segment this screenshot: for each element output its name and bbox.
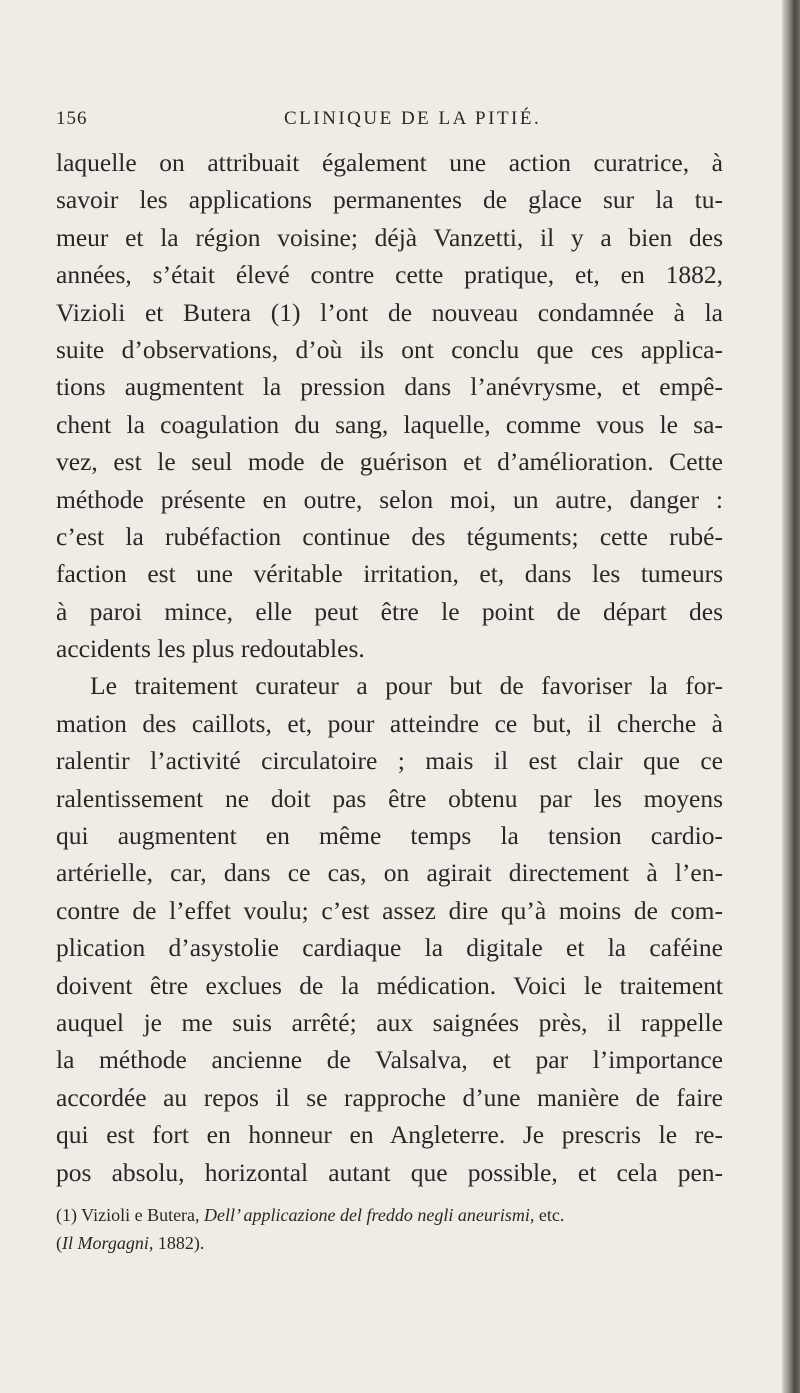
text-line: savoir les applications permanentes de glace sur la tu-: [56, 185, 723, 215]
text-line: méthode présente en outre, selon moi, un autre, danger :: [56, 484, 723, 514]
text-line: plication d’asystolie cardiaque la digitale et la caféine: [56, 933, 723, 963]
text-line: tions augmentent la pression dans l’anévrysme, et empê-: [56, 372, 723, 402]
page-number: 156: [56, 108, 88, 129]
text-line: Vizioli et Butera (1) l’ont de nouveau condamnée à la: [56, 297, 723, 327]
footnote-text: etc.: [534, 1205, 565, 1225]
text-line: c’est la rubéfaction continue des téguments; cette rubé-: [56, 521, 723, 551]
footnote-text: (1) Vizioli e Butera,: [56, 1205, 205, 1225]
text-line: meur et la région voisine; déjà Vanzetti, il y a bien des: [56, 222, 723, 252]
text-line: qui est fort en honneur en Angleterre. Je prescris le re-: [56, 1120, 723, 1150]
text-line: artérielle, car, dans ce cas, on agirait directement à l’en-: [56, 858, 723, 888]
running-head-title: CLINIQUE DE LA PITIÉ.: [284, 108, 542, 129]
text-line: doivent être exclues de la médication. Voici le traitement: [56, 970, 723, 1000]
footnote-text: (: [56, 1233, 62, 1253]
footnote: [56, 1201, 723, 1257]
page-binding-edge: [782, 0, 800, 1393]
text-line: accidents les plus redoutables.: [56, 634, 365, 664]
text-line: ralentir l’activité circulatoire ; mais il est clair que ce: [56, 746, 723, 776]
footnote-line: [56, 1229, 723, 1257]
text-line: laquelle on attribuait également une action curatrice, à: [56, 148, 723, 177]
running-head: [56, 108, 716, 132]
text-line: la méthode ancienne de Valsalva, et par l’importance: [56, 1045, 723, 1075]
text-line: auquel je me suis arrêté; aux saignées près, il rappelle: [56, 1007, 723, 1037]
text-line: ralentissement ne doit pas être obtenu par les moyens: [56, 783, 723, 813]
text-line: à paroi mince, elle peut être le point de départ des: [56, 596, 723, 626]
footnote-title: Dell’ applicazione del freddo negli aneurismi,: [204, 1205, 535, 1225]
text-line: faction est une véritable irritation, et, dans les tumeurs: [56, 559, 723, 589]
text-line: chent la coagulation du sang, laquelle, comme vous le sa-: [56, 409, 723, 439]
footnote-journal: Il Morgagni,: [62, 1233, 154, 1253]
text-line: vez, est le seul mode de guérison et d’amélioration. Cette: [56, 447, 723, 477]
body-text: [56, 144, 723, 1191]
footnote-line: [56, 1201, 723, 1229]
text-line: qui augmentent en même temps la tension cardio-: [56, 821, 723, 851]
text-line: accordée au repos il se rapproche d’une manière de faire: [56, 1082, 723, 1112]
paragraph-first-line: Le traitement curateur a pour but de favoriser la for-: [90, 671, 723, 701]
text-line: mation des caillots, et, pour atteindre ce but, il cherche à: [56, 708, 723, 738]
footnote-text: 1882).: [153, 1233, 205, 1253]
text-line: contre de l’effet voulu; c’est assez dire qu’à moins de com-: [56, 895, 723, 925]
text-line: suite d’observations, d’où ils ont conclu que ces applica-: [56, 334, 723, 364]
text-line: années, s’était élevé contre cette pratique, et, en 1882,: [56, 260, 723, 290]
text-line: pos absolu, horizontal autant que possible, et cela pen-: [56, 1157, 723, 1187]
